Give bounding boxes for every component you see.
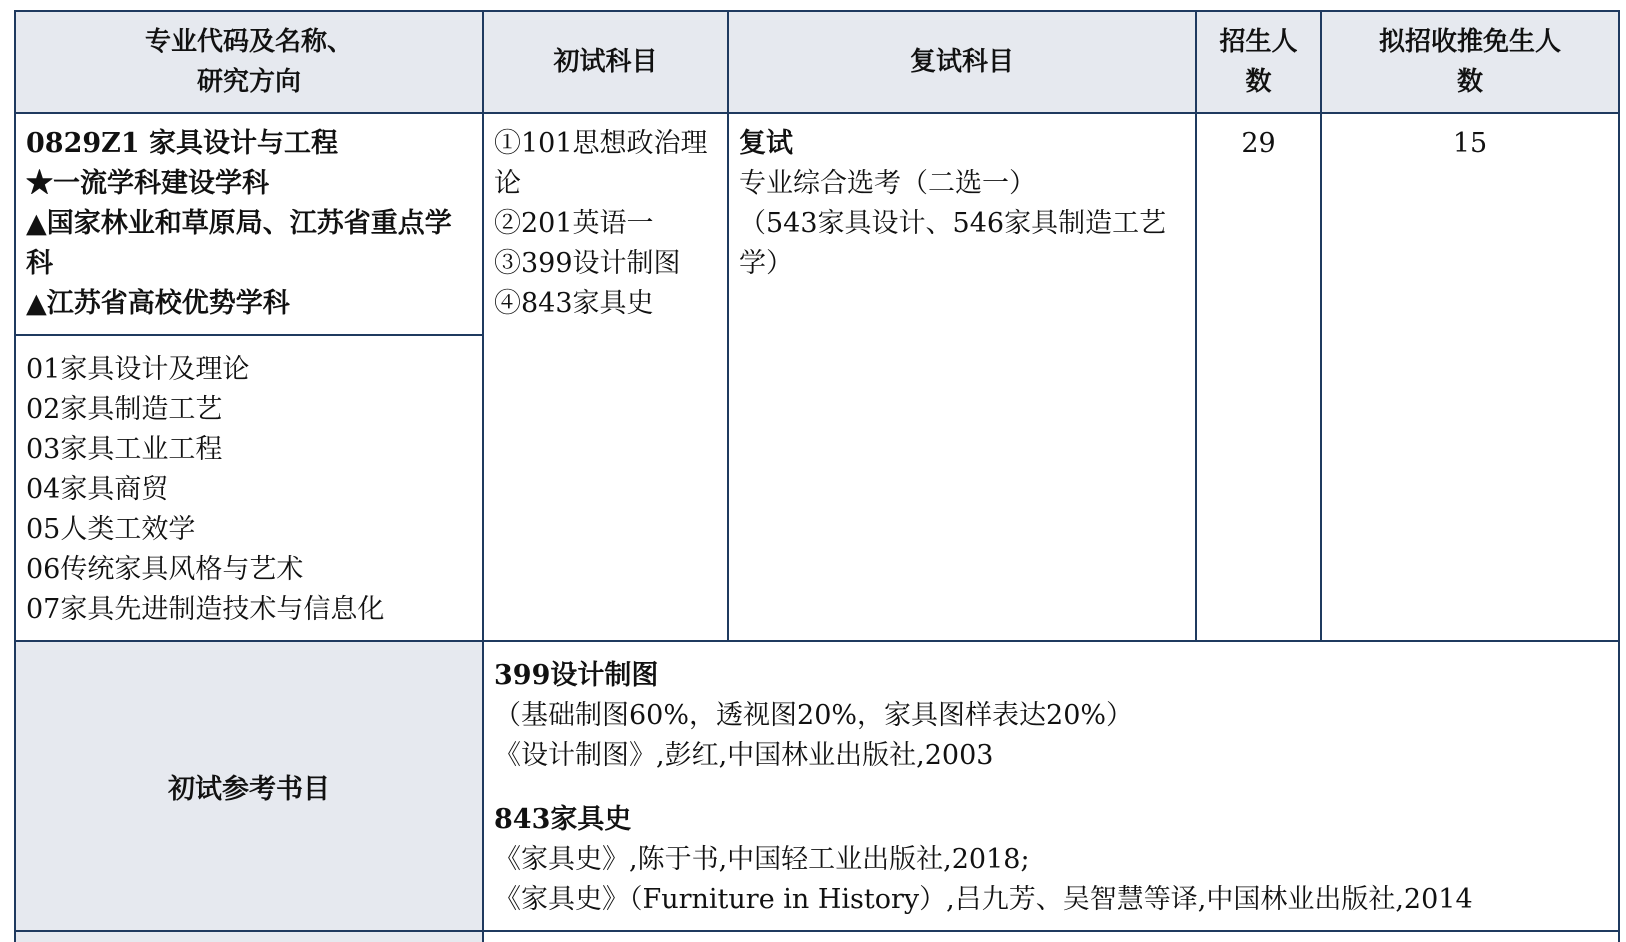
program-tag-key-a: ▲国家林业和草原局、江苏省重点学 xyxy=(26,208,452,239)
retest-line-3: 学） xyxy=(739,248,793,279)
ref-book-1-line-1: （基础制图60%，透视图20%，家具图样表达20%） xyxy=(494,700,1134,731)
program-tag-advantage: ▲江苏省高校优势学科 xyxy=(26,288,290,319)
header-enrollment xyxy=(1196,11,1321,113)
program-title xyxy=(26,124,472,164)
header-col1-line1: 专业代码及名称、 xyxy=(144,27,353,57)
program-tag-first-class: ★一流学科建设学科 xyxy=(26,168,269,199)
admissions-table-container xyxy=(14,10,1618,942)
direction-item: 02家具制造工艺 xyxy=(26,394,223,425)
ref-book-2-line-2: 《家具史》（Furniture in History）,吕九芳、吴智慧等译,中国林业出版社,2014 xyxy=(494,884,1473,915)
header-initial-exam: 初试科目 xyxy=(483,11,728,113)
direction-item: 01家具设计及理论 xyxy=(26,354,250,385)
directions-cell xyxy=(15,335,483,641)
header-retest: 复试科目 xyxy=(728,11,1196,113)
ref-book-1-line-2: 《设计制图》,彭红,中国林业出版社,2003 xyxy=(494,740,994,771)
ref-book-1-title: 399设计制图 xyxy=(494,660,659,691)
ref-spacer xyxy=(494,776,1608,800)
direction-item: 03家具工业工程 xyxy=(26,434,223,465)
ref-book-2-line-1: 《家具史》,陈于书,中国轻工业出版社,2018; xyxy=(494,844,1030,875)
retest-line-2: （543家具设计、546家具制造工艺 xyxy=(739,208,1167,239)
header-col1-line2: 研究方向 xyxy=(196,67,301,97)
exam-subject-1b: 论 xyxy=(494,168,521,199)
reference-books-label: 初试参考书目 xyxy=(15,641,483,931)
bottom-partial-left xyxy=(15,931,483,942)
exam-subject-1a: ①101思想政治理 xyxy=(494,128,708,159)
enrollment-count: 29 xyxy=(1196,113,1321,641)
header-col4-line2: 数 xyxy=(1245,67,1272,97)
bottom-partial-row xyxy=(15,931,1619,942)
program-code: 0829Z1 xyxy=(26,128,140,159)
direction-item: 06传统家具风格与艺术 xyxy=(26,554,304,585)
header-col5-line2: 数 xyxy=(1456,67,1483,97)
program-tag-key-b: 科 xyxy=(26,248,53,279)
program-cell xyxy=(15,113,483,335)
program-name: 家具设计与工程 xyxy=(139,128,339,159)
retest-line-1: 专业综合选考（二选一） xyxy=(739,168,1036,199)
exempt-count: 15 xyxy=(1321,113,1619,641)
reference-books-row xyxy=(15,641,1619,931)
bottom-partial-right xyxy=(483,931,1619,942)
header-program-direction xyxy=(15,11,483,113)
exam-subject-3: ③399设计制图 xyxy=(494,248,681,279)
reference-books-cell xyxy=(483,641,1619,931)
header-col4-line1: 招生人 xyxy=(1219,27,1298,57)
retest-title: 复试 xyxy=(739,128,793,159)
program-row xyxy=(15,113,1619,335)
direction-item: 07家具先进制造技术与信息化 xyxy=(26,594,385,625)
exam-subject-4: ④843家具史 xyxy=(494,288,654,319)
direction-item: 04家具商贸 xyxy=(26,474,169,505)
ref-book-2-title: 843家具史 xyxy=(494,804,632,835)
admissions-table xyxy=(14,10,1620,942)
exam-subject-2: ②201英语一 xyxy=(494,208,654,239)
header-exempt xyxy=(1321,11,1619,113)
header-col5-line1: 拟招收推免生人 xyxy=(1378,27,1561,57)
exam-subjects-cell xyxy=(483,113,728,641)
retest-cell xyxy=(728,113,1196,641)
direction-item: 05人类工效学 xyxy=(26,514,196,545)
header-row xyxy=(15,11,1619,113)
